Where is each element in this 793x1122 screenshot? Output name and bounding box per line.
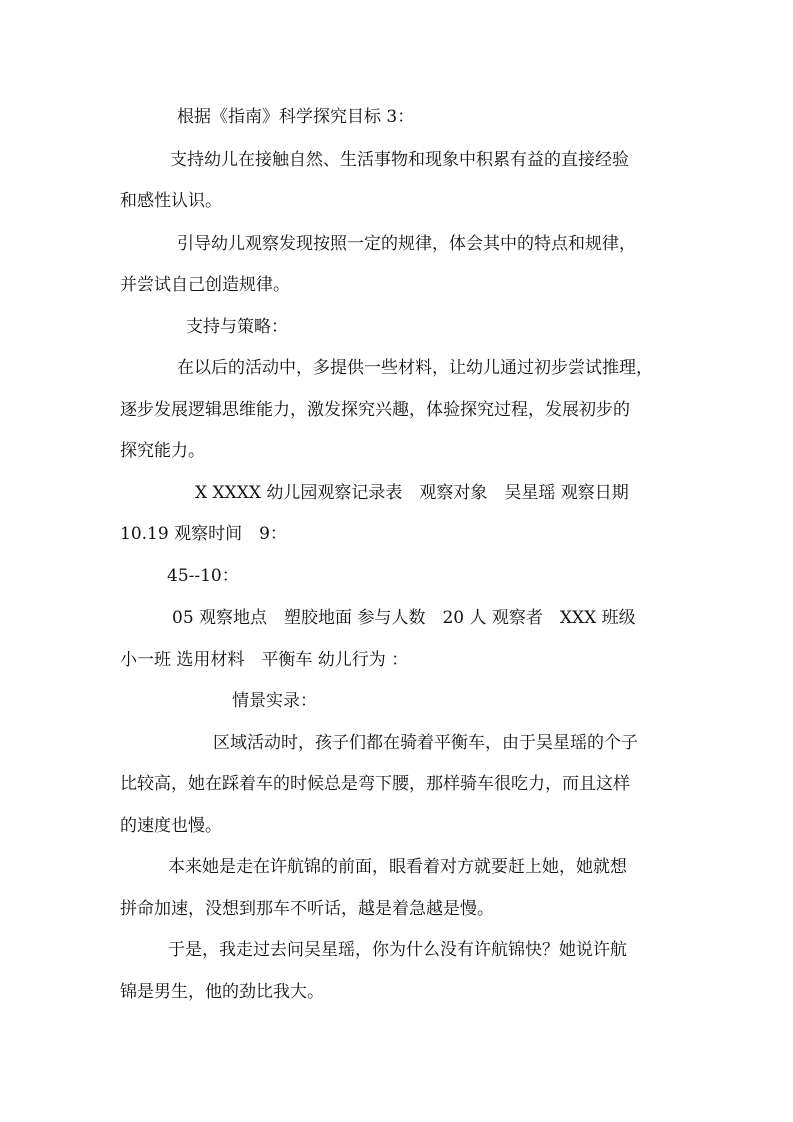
text-line: 于是，我走过去问吴星瑶，你为什么没有许航锦快？她说许航 [168, 940, 627, 960]
text-line: 本来她是走在许航锦的前面，眼看着对方就要赶上她，她就想 [168, 857, 627, 877]
text-line: 在以后的活动中，多提供一些材料，让幼儿通过初步尝试推理， [177, 358, 653, 378]
text-line: 探究能力。 [120, 441, 205, 461]
text-line: 锦是男生，他的劲比我大。 [120, 982, 324, 1002]
text-line: 根据《指南》科学探究目标 3： [177, 107, 415, 127]
text-line: 支持幼儿在接触自然、生活事物和现象中积累有益的直接经验 [170, 150, 629, 170]
text-line: X XXXX 幼儿园观察记录表 观察对象 吴星瑶 观察日期 [195, 483, 629, 503]
text-line: 05 观察地点 塑胶地面 参与人数 20 人 观察者 XXX 班级 [172, 608, 636, 628]
text-line: 并尝试自己创造规律。 [120, 275, 290, 295]
text-line: 45--10： [167, 566, 239, 586]
text-line: 拼命加速，没想到那车不听话，越是着急越是慢。 [120, 899, 494, 919]
text-line: 区域活动时，孩子们都在骑着平衡车，由于吴星瑶的个子 [213, 733, 638, 753]
text-line: 小一班 选用材料 平衡车 幼儿行为 ： [120, 650, 409, 670]
text-line: 情景实录： [232, 691, 317, 711]
text-line: 比较高，她在踩着车的时候总是弯下腰，那样骑车很吃力，而且这样 [120, 774, 630, 794]
text-line: 的速度也慢。 [120, 816, 222, 836]
text-line: 支持与策略： [186, 317, 288, 337]
text-line: 逐步发展逻辑思维能力，激发探究兴趣，体验探究过程，发展初步的 [120, 400, 630, 420]
text-line: 和感性认识。 [120, 191, 222, 211]
text-line: 引导幼儿观察发现按照一定的规律，体会其中的特点和规律， [177, 234, 636, 254]
text-line: 10.19 观察时间 9： [120, 524, 287, 544]
